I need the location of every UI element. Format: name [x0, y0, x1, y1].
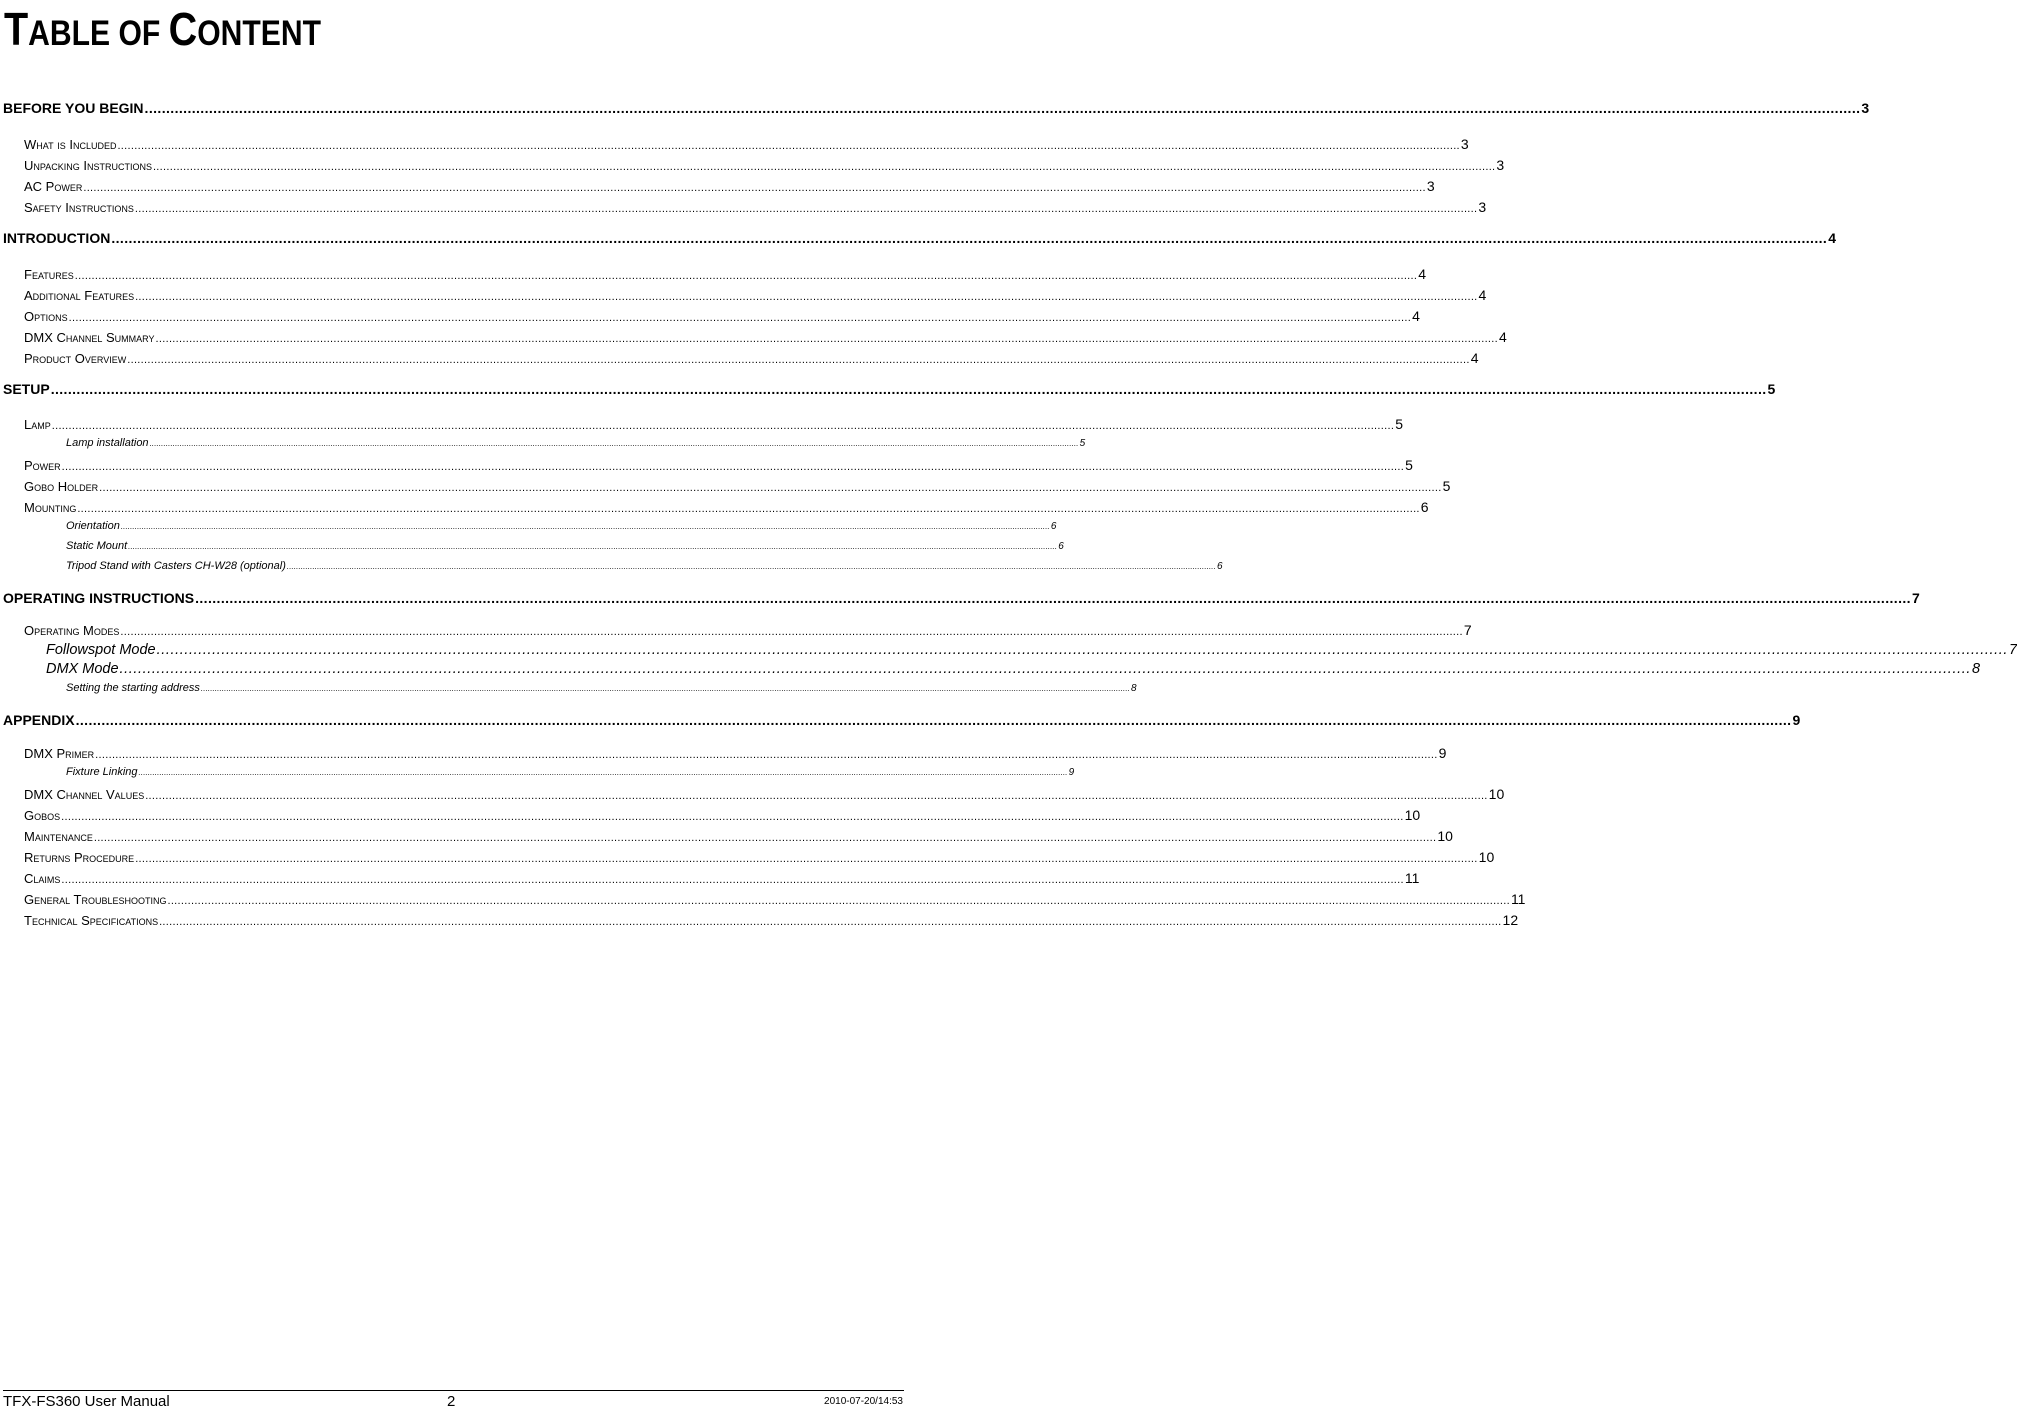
- title-part-2: ONTENT: [197, 14, 321, 53]
- toc-page-number: 4: [1499, 329, 1507, 345]
- page-title: [4, 2, 321, 56]
- toc-page-number: 10: [1488, 786, 1505, 802]
- toc-label: Lamp installation: [66, 437, 149, 449]
- toc-label: Static Mount: [66, 540, 128, 552]
- toc-entry-dmx-channel-summary[interactable]: [24, 329, 1507, 345]
- dot-leader: ................................................................................................................................................................................................................................................................................................................................................................................................................: [127, 354, 1470, 366]
- toc-label: Mounting: [24, 500, 77, 515]
- dot-leader: ................................................................................................................................................................................................................................................................................................................................................................................................................: [50, 381, 1767, 397]
- dot-leader: ................................................................................................................................................................................................................................................................................................................................................................................................................: [200, 684, 1130, 693]
- toc-label: APPENDIX: [3, 712, 75, 728]
- toc-entry-claims[interactable]: [24, 870, 1420, 886]
- dot-leader: ................................................................................................................................................................................................................................................................................................................................................................................................................: [99, 482, 1442, 494]
- toc-label: Followspot Mode: [46, 642, 156, 658]
- toc-entry-options[interactable]: [24, 308, 1420, 324]
- toc-entry-general-troubleshooting[interactable]: [24, 891, 1526, 907]
- toc-entry-returns-procedure[interactable]: [24, 849, 1495, 865]
- toc-label: Gobo Holder: [24, 479, 99, 494]
- toc-entry-operating-modes[interactable]: [24, 622, 1472, 638]
- toc-entry-ac-power[interactable]: [24, 178, 1435, 194]
- toc-page-number: 9: [1438, 745, 1447, 761]
- footer-page-number: 2: [447, 1393, 456, 1410]
- toc-label: DMX Primer: [24, 746, 95, 761]
- toc-page-number: 4: [1412, 308, 1420, 324]
- toc-entry-features[interactable]: [24, 266, 1427, 282]
- toc-entry-dmx-mode[interactable]: [46, 661, 1981, 677]
- toc-entry-product-overview[interactable]: [24, 350, 1479, 366]
- toc-label: SETUP: [3, 381, 50, 397]
- title-part-1: ABLE OF: [28, 14, 169, 53]
- toc-label: Additional Features: [24, 288, 135, 303]
- toc-entry-gobos[interactable]: [24, 807, 1421, 823]
- toc-entry-dmx-primer[interactable]: [24, 745, 1447, 761]
- toc-page-number: 4: [1478, 287, 1487, 303]
- toc-page-number: 5: [1442, 478, 1451, 494]
- toc-page-number: 5: [1405, 457, 1413, 473]
- toc-label: Orientation: [66, 520, 120, 532]
- toc-label: Unpacking Instructions: [24, 158, 152, 173]
- toc-page-number: 7: [1463, 622, 1472, 638]
- toc-entry-introduction[interactable]: [3, 230, 1836, 246]
- dot-leader: ................................................................................................................................................................................................................................................................................................................................................................................................................: [83, 182, 1426, 194]
- dot-leader: ................................................................................................................................................................................................................................................................................................................................................................................................................: [95, 749, 1438, 761]
- dot-leader: ................................................................................................................................................................................................................................................................................................................................................................................................................: [120, 522, 1050, 531]
- toc-entry-operating-instructions[interactable]: [3, 590, 1920, 606]
- toc-entry-power[interactable]: [24, 457, 1413, 473]
- dot-leader: ................................................................................................................................................................................................................................................................................................................................................................................................................: [152, 161, 1496, 173]
- toc-page-number: 3: [1496, 157, 1505, 173]
- dot-leader: ................................................................................................................................................................................................................................................................................................................................................................................................................: [111, 230, 1828, 246]
- toc-label: OPERATING INSTRUCTIONS: [3, 590, 195, 606]
- toc-entry-static-mount[interactable]: [66, 540, 1064, 552]
- dot-leader: ................................................................................................................................................................................................................................................................................................................................................................................................................: [167, 895, 1510, 907]
- toc-label: Setting the starting address: [66, 682, 200, 694]
- dot-leader: ................................................................................................................................................................................................................................................................................................................................................................................................................: [74, 270, 1418, 282]
- toc-entry-followspot-mode[interactable]: [46, 642, 2017, 658]
- toc-entry-orientation[interactable]: [66, 520, 1057, 532]
- toc-label: Claims: [24, 871, 61, 886]
- toc-page-number: 11: [1404, 870, 1420, 886]
- toc-page-number: 6: [1058, 541, 1064, 552]
- toc-page-number: 10: [1404, 807, 1421, 823]
- toc-label: Product Overview: [24, 351, 127, 366]
- toc-entry-lamp[interactable]: [24, 416, 1403, 432]
- toc-label: DMX Mode: [46, 661, 119, 677]
- toc-entry-gobo-holder[interactable]: [24, 478, 1451, 494]
- toc-page-number: 3: [1861, 100, 1870, 116]
- toc-label: DMX Channel Values: [24, 787, 145, 802]
- toc-page-number: 4: [1828, 230, 1836, 246]
- toc-label: General Troubleshooting: [24, 892, 167, 907]
- toc-label: DMX Channel Summary: [24, 330, 155, 345]
- dot-leader: ................................................................................................................................................................................................................................................................................................................................................................................................................: [68, 312, 1412, 324]
- toc-entry-unpacking-instructions[interactable]: [24, 157, 1505, 173]
- dot-leader: ................................................................................................................................................................................................................................................................................................................................................................................................................: [128, 542, 1058, 551]
- toc-label: Technical Specifications: [24, 913, 159, 928]
- toc-entry-safety-instructions[interactable]: [24, 199, 1487, 215]
- toc-page-number: 5: [1079, 438, 1086, 449]
- dot-leader: ................................................................................................................................................................................................................................................................................................................................................................................................................: [138, 768, 1068, 777]
- toc-page-number: 8: [1130, 683, 1137, 694]
- dot-leader: ................................................................................................................................................................................................................................................................................................................................................................................................................: [149, 439, 1079, 448]
- dot-leader: ................................................................................................................................................................................................................................................................................................................................................................................................................: [135, 853, 1478, 865]
- dot-leader: ................................................................................................................................................................................................................................................................................................................................................................................................................: [195, 590, 1911, 606]
- toc-page-number: 9: [1792, 712, 1801, 728]
- toc-label: Lamp: [24, 417, 51, 432]
- dot-leader: ................................................................................................................................................................................................................................................................................................................................................................................................................: [117, 140, 1460, 152]
- toc-page-number: 6: [1216, 561, 1223, 572]
- dot-leader: ................................................................................................................................................................................................................................................................................................................................................................................................................: [286, 562, 1216, 571]
- toc-page-number: 7: [1911, 590, 1920, 606]
- toc-entry-tripod-stand[interactable]: [66, 560, 1223, 572]
- footer-divider: [3, 1390, 904, 1391]
- toc-label: Options: [24, 309, 68, 324]
- dot-leader: ................................................................................................................................................................................................................................................................................................................................................................................................................: [155, 333, 1498, 345]
- dot-leader: ................................................................................................................................................................................................................................................................................................................................................................................................................: [75, 712, 1792, 728]
- toc-entry-maintenance[interactable]: [24, 828, 1453, 844]
- toc-label: Power: [24, 458, 61, 473]
- title-initial-c: C: [168, 3, 198, 55]
- toc-label: Returns Procedure: [24, 850, 135, 865]
- dot-leader: ................................................................................................................................................................................................................................................................................................................................................................................................................: [51, 420, 1395, 432]
- toc-page-number: 3: [1460, 136, 1469, 152]
- toc-label: Features: [24, 267, 74, 282]
- toc-label: Gobos: [24, 808, 61, 823]
- toc-label: Maintenance: [24, 829, 93, 844]
- toc-page-number: 5: [1395, 416, 1403, 432]
- dot-leader: ................................................................................................................................................................................................................................................................................................................................................................................................................: [144, 100, 1861, 116]
- toc-page-number: 3: [1478, 199, 1487, 215]
- dot-leader: ................................................................................................................................................................................................................................................................................................................................................................................................................: [61, 811, 1404, 823]
- toc-page-number: 7: [2009, 642, 2017, 658]
- toc-page-number: 4: [1470, 350, 1479, 366]
- toc-page-number: 3: [1426, 178, 1435, 194]
- footer-timestamp: 2010-07-20/14:53: [824, 1396, 903, 1407]
- toc-page-number: 4: [1418, 266, 1427, 282]
- toc-page-number: 5: [1767, 381, 1776, 397]
- toc-label: AC Power: [24, 179, 83, 194]
- toc-page-number: 6: [1420, 499, 1429, 515]
- toc-label: What is Included: [24, 137, 117, 152]
- dot-leader: ................................................................................................................................................................................................................................................................................................................................................................................................................: [145, 790, 1488, 802]
- toc-page-number: 9: [1068, 767, 1075, 778]
- toc-label: Safety Instructions: [24, 200, 134, 215]
- dot-leader: ................................................................................................................................................................................................................................................................................................................................................................................................................: [120, 626, 1463, 638]
- dot-leader: ................................................................................................................................................................................................................................................................................................................................................................................................................: [77, 503, 1420, 515]
- dot-leader: ................................................................................................................................................................................................................................................................................................................................................................................................................: [61, 461, 1405, 473]
- toc-page-number: 11: [1510, 891, 1526, 907]
- toc-entry-lamp-installation[interactable]: [66, 437, 1086, 449]
- toc-entry-appendix[interactable]: [3, 712, 1801, 728]
- toc-entry-mounting[interactable]: [24, 499, 1429, 515]
- toc-page-number: 12: [1502, 912, 1519, 928]
- toc-entry-before-you-begin[interactable]: [3, 100, 1870, 116]
- toc-entry-fixture-linking[interactable]: [66, 766, 1075, 778]
- toc-label: Fixture Linking: [66, 766, 138, 778]
- toc-entry-setting-starting-address[interactable]: [66, 682, 1137, 694]
- toc-page-number: 10: [1478, 849, 1495, 865]
- toc-label: Operating Modes: [24, 623, 120, 638]
- title-initial-t: T: [4, 3, 29, 55]
- dot-leader: ................................................................................................................................................................................................................................................................................................................................................................................................................: [119, 661, 1971, 677]
- dot-leader: ................................................................................................................................................................................................................................................................................................................................................................................................................: [156, 642, 2009, 658]
- toc-page-number: 6: [1050, 521, 1057, 532]
- toc-page-number: 8: [1971, 661, 1981, 677]
- dot-leader: ................................................................................................................................................................................................................................................................................................................................................................................................................: [159, 916, 1502, 928]
- dot-leader: ................................................................................................................................................................................................................................................................................................................................................................................................................: [61, 874, 1404, 886]
- toc-label: INTRODUCTION: [3, 230, 111, 246]
- toc-entry-setup[interactable]: [3, 381, 1776, 397]
- toc-entry-additional-features[interactable]: [24, 287, 1487, 303]
- toc-entry-technical-specifications[interactable]: [24, 912, 1519, 928]
- toc-entry-what-is-included[interactable]: [24, 136, 1469, 152]
- toc-label: Tripod Stand with Casters CH-W28 (optional): [66, 560, 286, 572]
- toc-label: BEFORE YOU BEGIN: [3, 100, 144, 116]
- dot-leader: ................................................................................................................................................................................................................................................................................................................................................................................................................: [135, 291, 1478, 303]
- dot-leader: ................................................................................................................................................................................................................................................................................................................................................................................................................: [134, 203, 1478, 215]
- footer-manual-title: TFX-FS360 User Manual: [3, 1393, 170, 1410]
- toc-entry-dmx-channel-values[interactable]: [24, 786, 1505, 802]
- dot-leader: ................................................................................................................................................................................................................................................................................................................................................................................................................: [93, 832, 1437, 844]
- toc-page-number: 10: [1437, 828, 1453, 844]
